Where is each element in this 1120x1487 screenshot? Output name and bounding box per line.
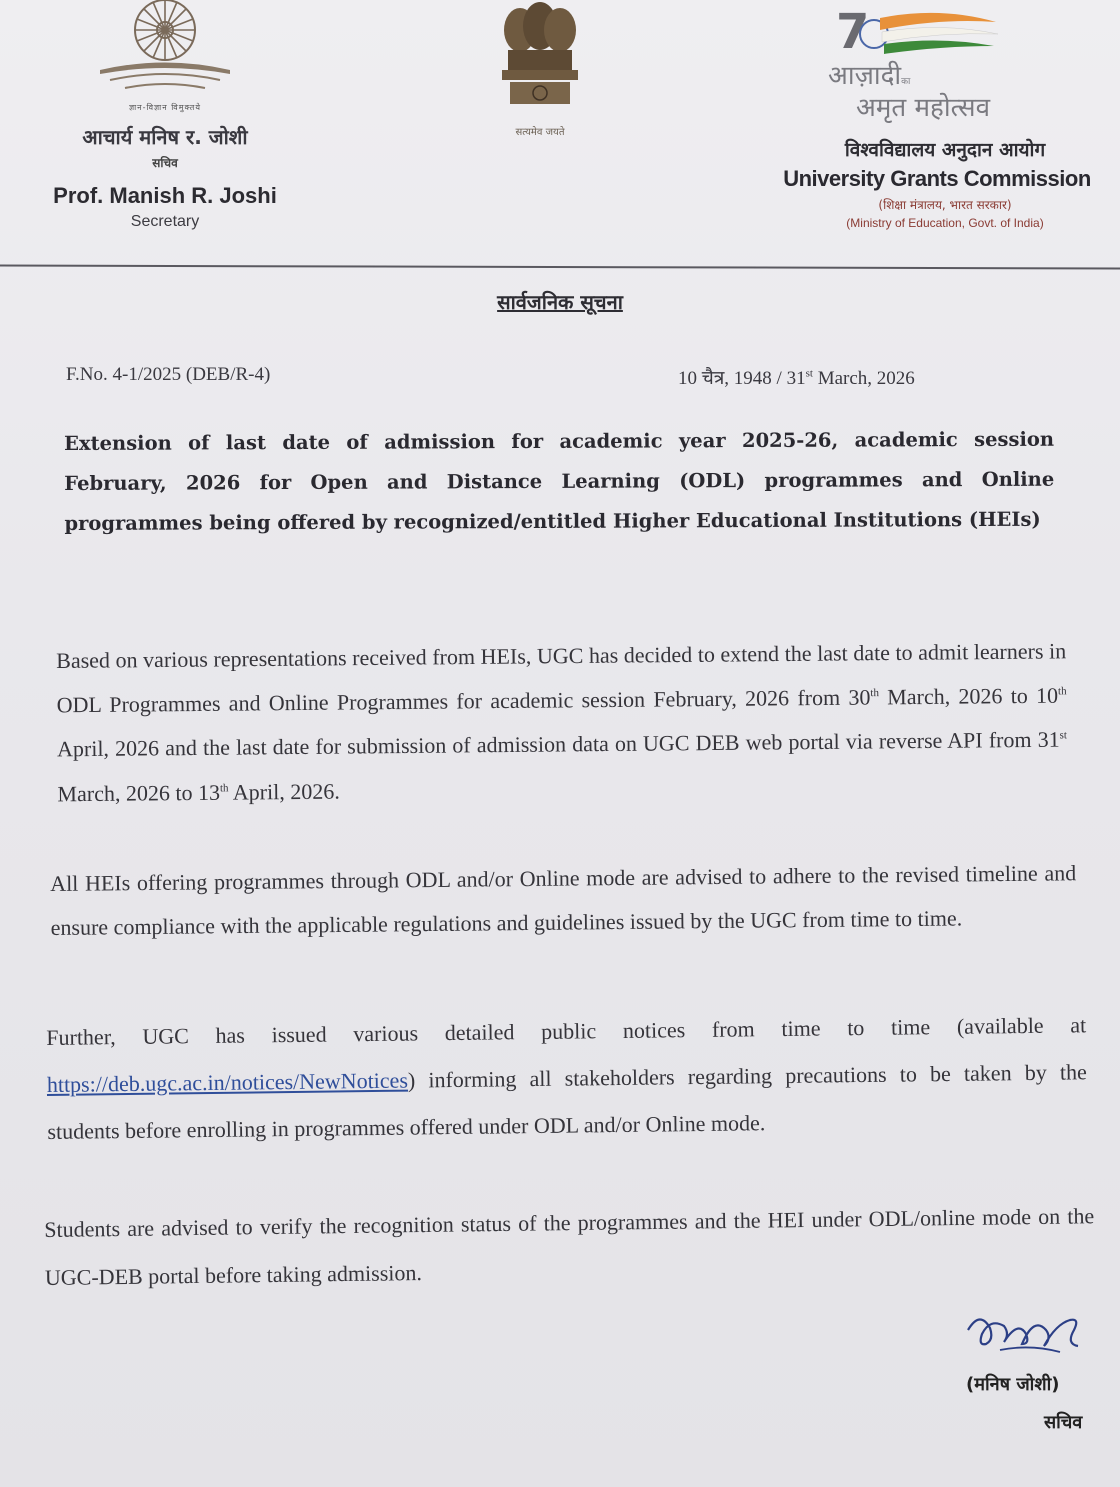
azadi-75-logo-icon <box>770 0 1100 60</box>
azadi-text-1: आज़ादीका <box>828 61 911 91</box>
secretary-role: Secretary <box>130 213 200 230</box>
ugc-name: University Grants Commission <box>783 166 1091 191</box>
paragraph-2: All HEIs offering programmes through ODL and/or Online mode are advised to adhere to the revised timeline and ensure compliance with the applicable regulations and guidelines issued by the UGC from time to time. <box>50 860 1077 940</box>
file-number: F.No. 4-1/2025 (DEB/R-4) <box>66 364 271 385</box>
signatory-role: सचिव <box>1044 1412 1083 1433</box>
national-emblem-block <box>470 0 610 138</box>
paragraph-3: Further, UGC has issued various detailed public notices from time to time (available at https://deb.ugc.ac.in/notices/NewNotices) informing all stakeholders regarding precautions to be taken by the students before enrolling in programmes offered under ODL and/or Online mode. <box>46 1012 1087 1144</box>
secretary-name-hindi: आचार्य मनिष र. जोशी <box>82 125 248 149</box>
secretary-name: Prof. Manish R. Joshi <box>53 183 277 208</box>
emblem-motto: ज्ञान-विज्ञान विमुक्तये <box>128 103 202 112</box>
signature-icon <box>960 1300 1090 1370</box>
svg-text:7: 7 <box>836 4 870 60</box>
notice-subject: Extension of last date of admission for academic year 2025-26, academic session February, 2026 for Open and Distance Learning (ODL) programmes and Online programmes being offered by recognized/entitled Higher Educational Institutions (HEIs) <box>64 427 1055 535</box>
secretary-role-hindi: सचिव <box>152 156 178 170</box>
secretary-block <box>20 0 310 231</box>
header-divider <box>0 265 1120 270</box>
notices-link[interactable]: https://deb.ugc.ac.in/notices/NewNotices <box>46 1067 409 1097</box>
paragraph-4: Students are advised to verify the recognition status of the programmes and the HEI under ODL/online mode on the UGC-DEB portal before taking admission. <box>44 1203 1095 1290</box>
ministry-hindi: (शिक्षा मंत्रालय, भारत सरकार) <box>878 198 1012 212</box>
ugc-emblem-icon <box>90 0 240 100</box>
paragraph-1: Based on various representations received from HEIs, UGC has decided to extend the last date to admit learners in ODL Programmes and Online Programmes for academic session February, 2026 from 30th March, 2026 to 10th April, 2026 and the last date for submission of admission data on UGC DEB web portal via reverse API from 31st March, 2026 to 13th April, 2026. <box>56 638 1068 806</box>
ministry-english: (Ministry of Education, Govt. of India) <box>846 216 1044 230</box>
ashoka-emblem-icon <box>490 0 590 118</box>
azadi-text-2: अमृत महोत्सव <box>856 93 991 123</box>
ugc-name-hindi: विश्वविद्यालय अनुदान आयोग <box>844 139 1046 161</box>
notice-title: सार्वजनिक सूचना <box>497 290 623 314</box>
signatory-name: (मनिष जोशी) <box>966 1374 1060 1395</box>
notice-date: 10 चैत्र, 1948 / 31st March, 2026 <box>678 367 915 389</box>
national-motto: सत्यमेव जयते <box>515 127 565 138</box>
